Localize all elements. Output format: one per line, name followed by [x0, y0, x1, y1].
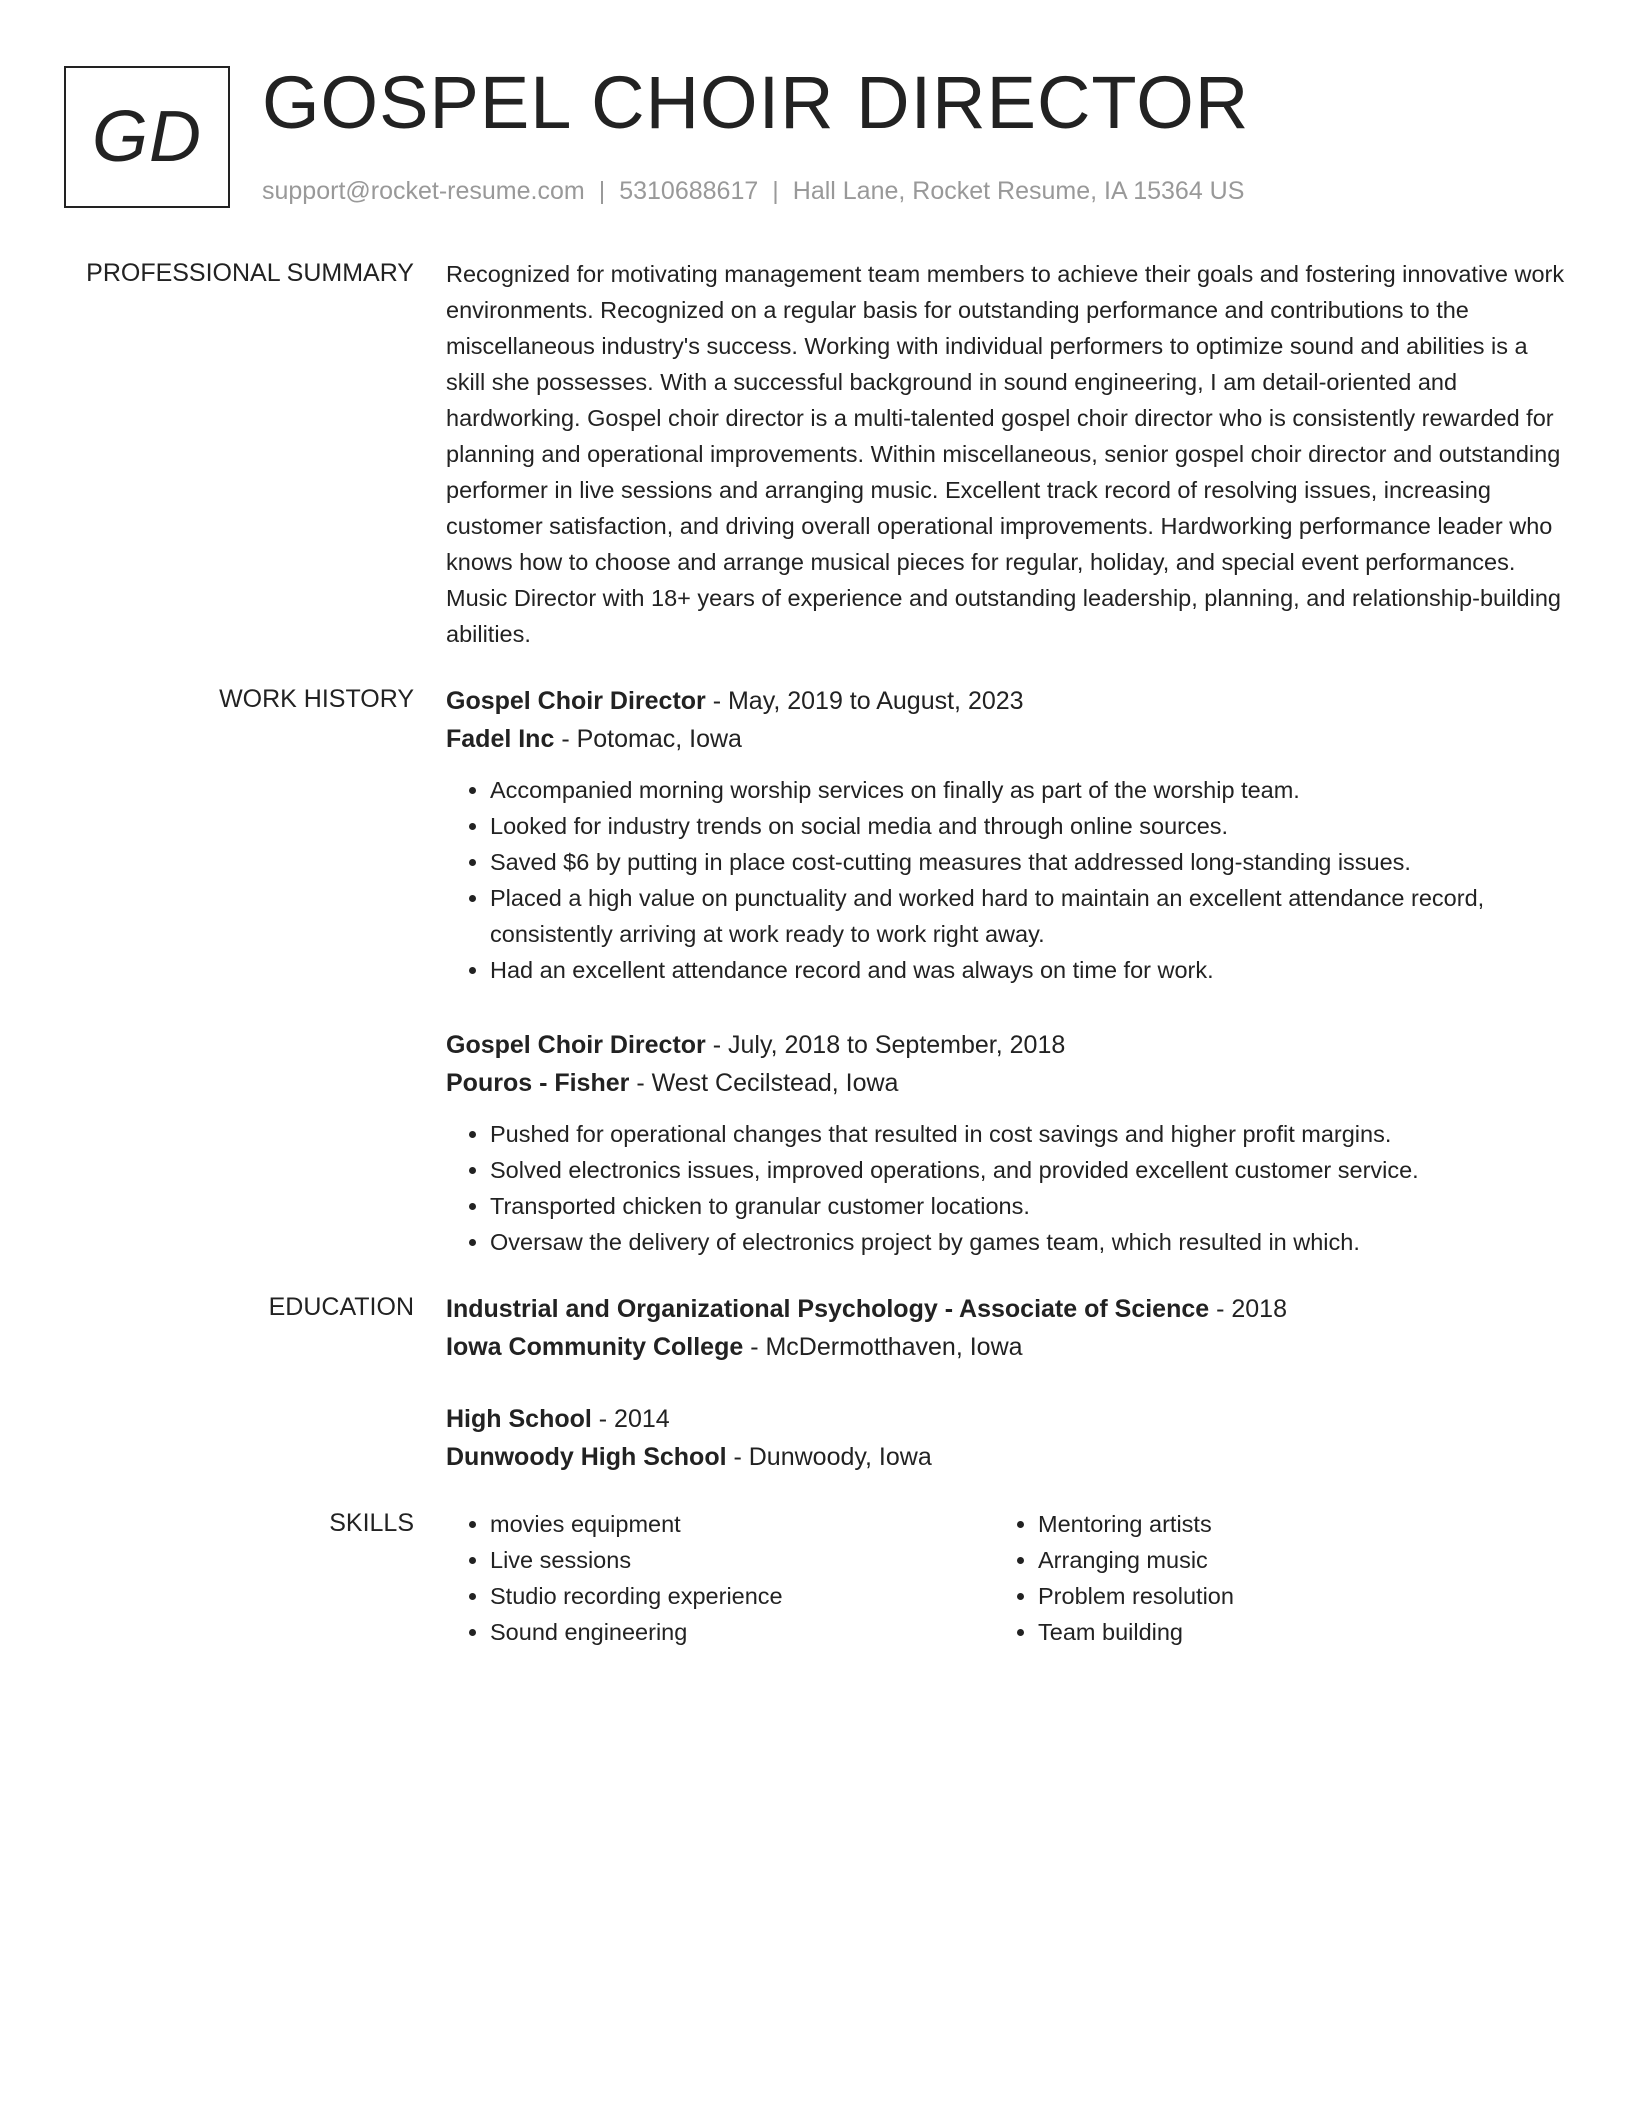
skill-item: • Problem resolution [1038, 1578, 1542, 1614]
skill-item: • movies equipment [490, 1506, 994, 1542]
job-dates: - May, 2019 to August, 2023 [705, 687, 1024, 715]
education-school-line [446, 1438, 1566, 1476]
job-title-line [446, 1026, 1566, 1064]
job-title: Gospel Choir Director [446, 687, 706, 715]
job-location: - Potomac, Iowa [554, 725, 742, 753]
skill-item: • Live sessions [490, 1542, 994, 1578]
education-year: - 2014 [591, 1405, 670, 1433]
skills-list [994, 1506, 1542, 1650]
skills-column-left [446, 1506, 994, 1650]
page-title: GOSPEL CHOIR DIRECTOR [262, 61, 1250, 144]
education-degree-line [446, 1290, 1566, 1328]
monogram-logo: GD [64, 66, 230, 208]
education-school: Dunwoody High School [446, 1443, 727, 1471]
skill-item: • Team building [1038, 1614, 1542, 1650]
skill-item: • Studio recording experience [490, 1578, 994, 1614]
education-year: - 2018 [1209, 1295, 1287, 1323]
contact-line [262, 175, 1244, 207]
education-body [446, 1290, 1566, 1510]
job-bullet: • Saved $6 by putting in place cost-cutting measures that addressed long-standing issues. [490, 844, 1566, 880]
contact-separator: | [598, 177, 606, 205]
job-bullet: • Placed a high value on punctuality and worked hard to maintain an excellent attendance record, consistently arriving at work ready to work right away. [490, 880, 1566, 952]
contact-phone: 5310688617 [619, 177, 759, 205]
education-degree: Industrial and Organizational Psychology - Associate of Science [446, 1295, 1210, 1323]
job-entry [446, 1026, 1566, 1260]
education-location: - McDermotthaven, Iowa [743, 1333, 1023, 1361]
job-bullet: • Pushed for operational changes that resulted in cost savings and higher profit margins. [490, 1116, 1566, 1152]
job-company: Fadel Inc [446, 725, 555, 753]
job-title-line [446, 682, 1566, 720]
summary-text: Recognized for motivating management team members to achieve their goals and fostering innovative work environments. Recognized on a regular basis for outstanding performance and contributions to the miscellaneous industry's success. Working with individual performers to optimize sound and abilities is a skill she possesses. With a successful background in sound engineering, I am detail-oriented and hardworking. Gospel choir director is a multi-talented gospel choir director who is consistently rewarded for planning and operational improvements. Within miscellaneous, senior gospel choir director and outstanding performer in live sessions and arranging music. Excellent track record of resolving issues, increasing customer satisfaction, and driving overall operational improvements. Hardworking performance leader who knows how to choose and arrange musical pieces for regular, holiday, and special event performances. Music Director with 18+ years of experience and outstanding leadership, planning, and relationship-building abilities. [446, 261, 1565, 647]
skill-item: • Mentoring artists [1038, 1506, 1542, 1542]
job-bullet: • Transported chicken to granular customer locations. [490, 1188, 1566, 1224]
contact-address: Hall Lane, Rocket Resume, IA 15364 US [792, 177, 1245, 205]
education-school-line [446, 1328, 1566, 1366]
job-company-line [446, 720, 1566, 758]
job-bullets [446, 1116, 1566, 1260]
education-entry [446, 1290, 1566, 1366]
skills-column-right [994, 1506, 1542, 1650]
work-history-body [446, 682, 1566, 1298]
summary-body [446, 256, 1566, 652]
job-bullet: • Solved electronics issues, improved operations, and provided excellent customer service. [490, 1152, 1566, 1188]
contact-email: support@rocket-resume.com [262, 177, 585, 205]
contact-separator: | [772, 177, 779, 205]
job-bullet: • Had an excellent attendance record and was always on time for work. [490, 952, 1566, 988]
skills-columns [446, 1506, 1566, 1650]
job-location: - West Cecilstead, Iowa [629, 1069, 899, 1097]
work-history-heading: WORK HISTORY [219, 685, 414, 713]
skills-body [446, 1506, 1566, 1650]
skills-list [446, 1506, 994, 1650]
skill-item: • Arranging music [1038, 1542, 1542, 1578]
job-bullet: • Oversaw the delivery of electronics project by games team, which resulted in which. [490, 1224, 1566, 1260]
job-company-line [446, 1064, 1566, 1102]
job-company: Pouros - Fisher [446, 1069, 630, 1097]
job-title: Gospel Choir Director [446, 1031, 706, 1059]
job-entry [446, 682, 1566, 988]
education-entry [446, 1400, 1566, 1476]
education-degree: High School [446, 1405, 592, 1433]
job-bullets [446, 772, 1566, 988]
skill-item: • Sound engineering [490, 1614, 994, 1650]
job-bullet: • Accompanied morning worship services on finally as part of the worship team. [490, 772, 1566, 808]
education-heading: EDUCATION [268, 1293, 414, 1321]
skills-heading: SKILLS [329, 1509, 414, 1537]
education-school: Iowa Community College [446, 1333, 744, 1361]
job-dates: - July, 2018 to September, 2018 [705, 1031, 1066, 1059]
education-location: - Dunwoody, Iowa [726, 1443, 932, 1471]
job-bullet: • Looked for industry trends on social media and through online sources. [490, 808, 1566, 844]
education-degree-line [446, 1400, 1566, 1438]
summary-heading: PROFESSIONAL SUMMARY [86, 259, 414, 287]
